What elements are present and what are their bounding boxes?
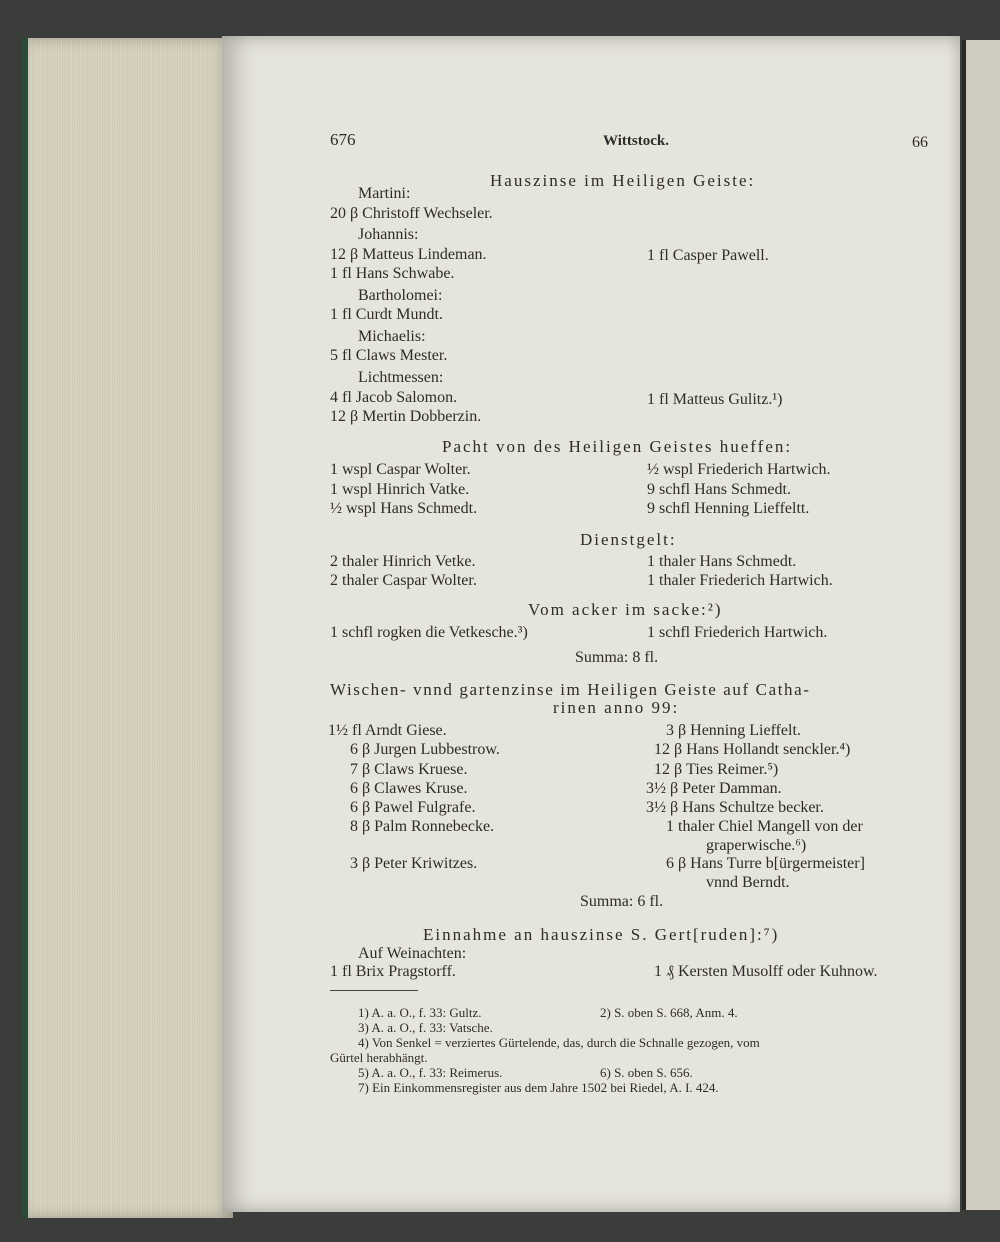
entry-line: ½ wspl Hans Schmedt. [330,500,478,517]
entry-line: 7 β Claws Kruese. [350,761,468,778]
entry-line: 9 schfl Hans Schmedt. [647,481,791,498]
entry-line: 1 thaler Hans Schmedt. [647,553,797,570]
entry-line: 1½ fl Arndt Giese. [328,722,447,739]
date-johannis: Johannis: [358,226,419,243]
entry-line: 3½ β Hans Schultze becker. [646,799,824,816]
entry-line: 3 β Henning Lieffelt. [666,722,801,739]
footnote: 7) Ein Einkommensregister aus dem Jahre 1502 bei Riedel, A. I. 424. [358,1080,719,1095]
date-lichtmessen: Lichtmessen: [358,369,444,386]
entry-line: 12 β Ties Reimer.⁵) [654,761,779,778]
footnote: Gürtel herabhängt. [330,1050,428,1065]
entry-line: 1 wspl Caspar Wolter. [330,461,471,478]
date-michaelis: Michaelis: [358,328,426,345]
book-left-edge [22,38,233,1218]
page-number: 676 [330,130,356,149]
entry-line: 12 β Matteus Lindeman. [330,246,487,263]
entry-line: 5 fl Claws Mester. [330,347,448,364]
section-heading-wischen: Wischen- vnnd gartenzinse im Heiligen Geiste auf Catha- [330,680,811,699]
entry-line: 1 fl Casper Pawell. [647,247,769,264]
section-heading-pacht: Pacht von des Heiligen Geistes hueffen: [442,437,793,456]
entry-line: 1 fl Matteus Gulitz.¹) [647,391,783,408]
entry-line: 2 thaler Hinrich Vetke. [330,553,476,570]
footnote: 2) S. oben S. 668, Anm. 4. [600,1005,738,1020]
right-page-marker: 66 [912,134,928,151]
footnote: 6) S. oben S. 656. [600,1065,693,1080]
entry-line: graperwische.⁶) [706,837,807,854]
entry-line: 2 thaler Caspar Wolter. [330,572,477,589]
date-weinachten: Auf Weinachten: [358,945,467,962]
entry-line: 6 β Pawel Fulgrafe. [350,799,476,816]
entry-line: 3½ β Peter Damman. [646,780,782,797]
entry-line: 1 fl Hans Schwabe. [330,265,455,282]
footnote: 3) A. a. O., f. 33: Vatsche. [358,1020,493,1035]
date-bartholomei: Bartholomei: [358,287,443,304]
summa-line: Summa: 6 fl. [580,893,664,910]
entry-line: 6 β Hans Turre b[ürgermeister] [666,855,865,872]
date-martini: Martini: [358,185,411,202]
footnote: 1) A. a. O., f. 33: Gultz. [358,1005,482,1020]
entry-line: 8 β Palm Ronnebecke. [350,818,495,835]
entry-line: 4 fl Jacob Salomon. [330,389,458,406]
footnote-rule [330,990,418,991]
entry-line: 1 thaler Chiel Mangell von der [666,818,863,835]
section-heading-wischen-cont: rinen anno 99: [553,698,680,717]
entry-line: 1 wspl Hinrich Vatke. [330,481,470,498]
entry-line: 1 fl Brix Pragstorff. [330,963,456,980]
entry-line: 9 schfl Henning Lieffeltt. [647,500,810,517]
footnote: 4) Von Senkel = verziertes Gürtelende, das, durch die Schnalle gezogen, vom [358,1035,760,1050]
section-heading-hauszinse: Hauszinse im Heiligen Geiste: [490,171,756,190]
entry-line: 3 β Peter Kriwitzes. [350,855,478,872]
entry-line: ½ wspl Friederich Hartwich. [647,461,831,478]
page-title: Wittstock. [603,133,669,149]
entry-line: 20 β Christoff Wechseler. [330,205,493,222]
entry-line: 6 β Clawes Kruse. [350,780,468,797]
section-heading-dienstgelt: Dienstgelt: [580,530,677,549]
entry-line: 12 β Hans Hollandt senckler.⁴) [654,741,851,758]
section-heading-einnahme: Einnahme an hauszinse S. Gert[ruden]:⁷) [423,925,780,944]
entry-line: 6 β Jurgen Lubbestrow. [350,741,500,758]
book-right-edge [962,40,1000,1210]
entry-line: 1 schfl rogken die Vetkesche.³) [330,624,528,641]
section-heading-acker: Vom acker im sacke:²) [528,600,723,619]
entry-line: 1 thaler Friederich Hartwich. [647,572,833,589]
entry-line: vnnd Berndt. [706,874,790,891]
entry-line: 12 β Mertin Dobberzin. [330,408,482,425]
footnote: 5) A. a. O., f. 33: Reimerus. [358,1065,503,1080]
entry-line: 1 fl Curdt Mundt. [330,306,443,323]
summa-line: Summa: 8 fl. [575,649,659,666]
entry-line: 1 ₰ Kersten Musolff oder Kuhnow. [654,963,878,980]
entry-line: 1 schfl Friederich Hartwich. [647,624,828,641]
